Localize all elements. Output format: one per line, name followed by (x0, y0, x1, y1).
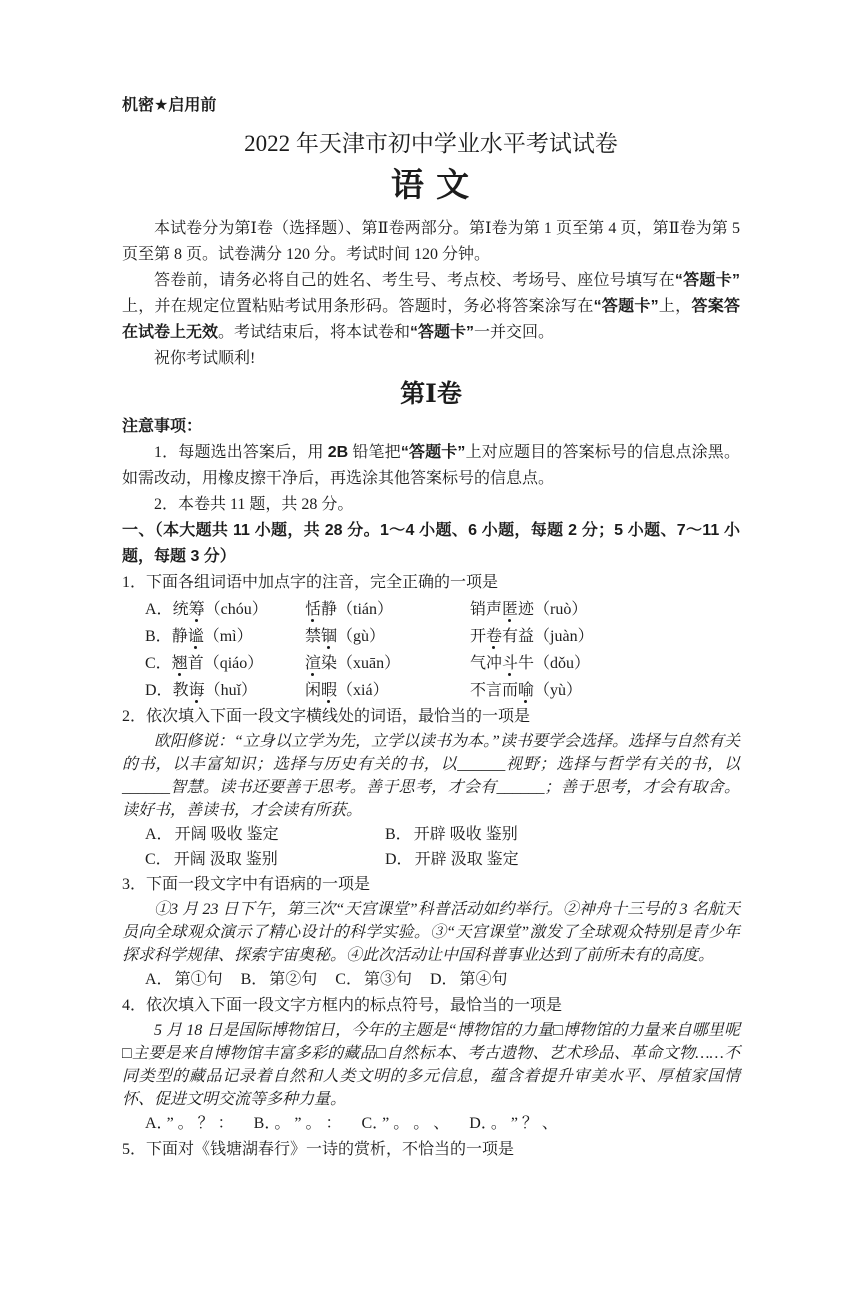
question-3-stem: 3．下面一段文字中有语病的一项是 (122, 876, 371, 893)
word-with-pinyin: 恬静（tián） (305, 601, 394, 618)
word-with-pinyin: 翘首（qiáo） (171, 655, 264, 672)
option-text: 第①句 (174, 971, 223, 988)
exam-instructions-2: 答卷前，请务必将自己的姓名、考生号、考点校、考场号、座位号填写在“答题卡”上，并在规定位置粘贴考试用条形码。答题时，务必将答案涂写在“答题卡”上，答案答在试卷上无效。考试结束后，将本试卷和“答题卡”一并交回。 (122, 272, 740, 341)
option-text: 第④句 (459, 971, 508, 988)
question-5 (122, 1137, 740, 1163)
word-with-pinyin: 开卷有益（juàn） (470, 628, 594, 645)
word-with-pinyin: 统筹（chóu） (172, 601, 268, 618)
word-with-pinyin: 渲染（xuān） (305, 655, 401, 672)
option-label: C． (361, 1115, 381, 1132)
option-label: C． (335, 971, 362, 988)
option-text: ” 。 。 、 (382, 1115, 450, 1132)
section-1-heading: 一、（本大题共 11 小题，共 28 分。1～4 小题、6 小题，每题 2 分；5 小题、7～11 小题，每题 3 分） (122, 522, 740, 565)
option-text: 开阔 汲取 鉴别 (173, 851, 278, 868)
question-4-passage: 5 月 18 日是国际博物馆日，今年的主题是“博物馆的力量□博物馆的力量来自哪里呢□主要是来自博物馆丰富多彩的藏品□自然标本、考古遗物、艺术珍品、革命文物……不同类型的藏品记录着自然和人类文明的多元信息，蕴含着提升审美水平、厚植家国情怀、促进文明交流等多种力量。 (122, 1022, 740, 1108)
option-label: C． (145, 655, 172, 672)
option-label: A． (145, 826, 173, 843)
option-text: 第②句 (269, 971, 318, 988)
exam-wish-line: 祝你考试顺利! (154, 350, 256, 367)
classified-marking: 机密★启用前 (122, 97, 217, 114)
option-text: ” 。 ？ ： (166, 1115, 234, 1132)
question-2-stem: 2．依次填入下面一段文字横线处的词语，最恰当的一项是 (122, 708, 531, 725)
option-row-c (145, 650, 740, 677)
option-row-a (145, 596, 740, 623)
question-3-options (145, 967, 740, 993)
option-label: D． (145, 682, 173, 699)
option-b (241, 967, 318, 993)
note-item-1: 1．每题选出答案后，用 2B 铅笔把“答题卡”上对应题目的答案标号的信息点涂黑。如需改动，用橡皮擦干净后，再选涂其他答案标号的信息点。 (122, 444, 740, 487)
word-with-pinyin: 教诲（huǐ） (172, 682, 258, 699)
option-a (145, 1111, 234, 1137)
option-text: 开辟 汲取 鉴定 (414, 851, 519, 868)
word-with-pinyin: 气冲斗牛（dǒu） (470, 655, 591, 672)
word-with-pinyin: 不言而喻（yù） (470, 682, 583, 699)
option-label: C． (145, 851, 172, 868)
option-label: B． (253, 1115, 273, 1132)
part1-heading: 第Ⅰ卷 (400, 381, 462, 408)
option-d (430, 967, 508, 993)
option-c (145, 847, 385, 872)
question-3 (122, 872, 740, 993)
option-text: 开辟 吸收 鉴别 (413, 826, 518, 843)
option-text: 开阔 吸收 鉴定 (174, 826, 279, 843)
notes-title: 注意事项： (122, 418, 203, 435)
option-label: B． (145, 628, 172, 645)
option-a (145, 967, 223, 993)
question-1-stem: 1．下面各组词语中加点字的注音，完全正确的一项是 (122, 574, 499, 591)
question-5-stem: 5．下面对《钱塘湖春行》一诗的赏析，不恰当的一项是 (122, 1141, 515, 1158)
option-text: 。 ” ？ 、 (490, 1115, 558, 1132)
question-4 (122, 993, 740, 1137)
option-d (469, 1111, 558, 1137)
option-row-b (145, 623, 740, 650)
option-label: A． (145, 1115, 165, 1132)
word-with-pinyin: 静谧（mì） (171, 628, 253, 645)
exam-title: 2022 年天津市初中学业水平考试试卷 (244, 131, 618, 156)
question-2 (122, 704, 740, 872)
question-4-stem: 4．依次填入下面一段文字方框内的标点符号，最恰当的一项是 (122, 997, 563, 1014)
option-cell (145, 650, 305, 677)
option-label: B． (240, 971, 268, 988)
word-with-pinyin: 销声匿迹（ruò） (470, 601, 588, 618)
question-1-options (122, 596, 740, 704)
question-4-options (145, 1111, 740, 1137)
option-a (145, 822, 385, 847)
option-cell (145, 623, 305, 650)
option-c (361, 1111, 449, 1137)
option-label: A． (145, 971, 173, 988)
question-3-passage: ①3 月 23 日下午，第三次“天宫课堂”科普活动如约举行。②神舟十三号的 3 名航天员向全球观众演示了精心设计的科学实验。③“天宫课堂”激发了全球观众特别是青少年探求科学规律、探索宇宙奥秘。④此次活动让中国科普事业达到了前所未有的高度。 (122, 901, 740, 964)
option-b (385, 822, 740, 847)
option-label: D． (469, 1115, 489, 1132)
option-b (254, 1111, 342, 1137)
question-2-options (145, 822, 740, 872)
option-label: A． (145, 601, 173, 618)
option-text: 。 ” 。 ： (274, 1115, 342, 1132)
exam-paper-page (0, 96, 860, 1312)
option-row-d (145, 677, 740, 704)
option-d (385, 847, 740, 872)
word-with-pinyin: 禁锢（gù） (305, 628, 386, 645)
option-label: D． (429, 971, 458, 988)
option-cell (145, 596, 305, 623)
option-c (335, 967, 412, 993)
option-cell (145, 677, 305, 704)
option-text: 第③句 (363, 971, 412, 988)
exam-instructions-1: 本试卷分为第Ⅰ卷（选择题）、第Ⅱ卷两部分。第Ⅰ卷为第 1 页至第 4 页，第Ⅱ卷为第 5 页至第 8 页。试卷满分 120 分。考试时间 120 分钟。 (122, 220, 740, 263)
option-label: B． (385, 826, 412, 843)
subject-title: 语 文 (390, 168, 472, 204)
option-label: D． (385, 851, 413, 868)
question-2-passage: 欧阳修说：“立身以立学为先，立学以读书为本。”读书要学会选择。选择与自然有关的书，以丰富知识；选择与历史有关的书，以______视野；选择与哲学有关的书，以______智慧。读书还要善于思考。善于思考，才会有______；善于思考，才会有取舍。读好书，善读书，才会读有所获。 (122, 733, 740, 819)
note-item-2: 2．本卷共 11 题，共 28 分。 (154, 496, 354, 513)
question-1 (122, 570, 740, 704)
word-with-pinyin: 闲暇（xiá） (305, 682, 389, 699)
